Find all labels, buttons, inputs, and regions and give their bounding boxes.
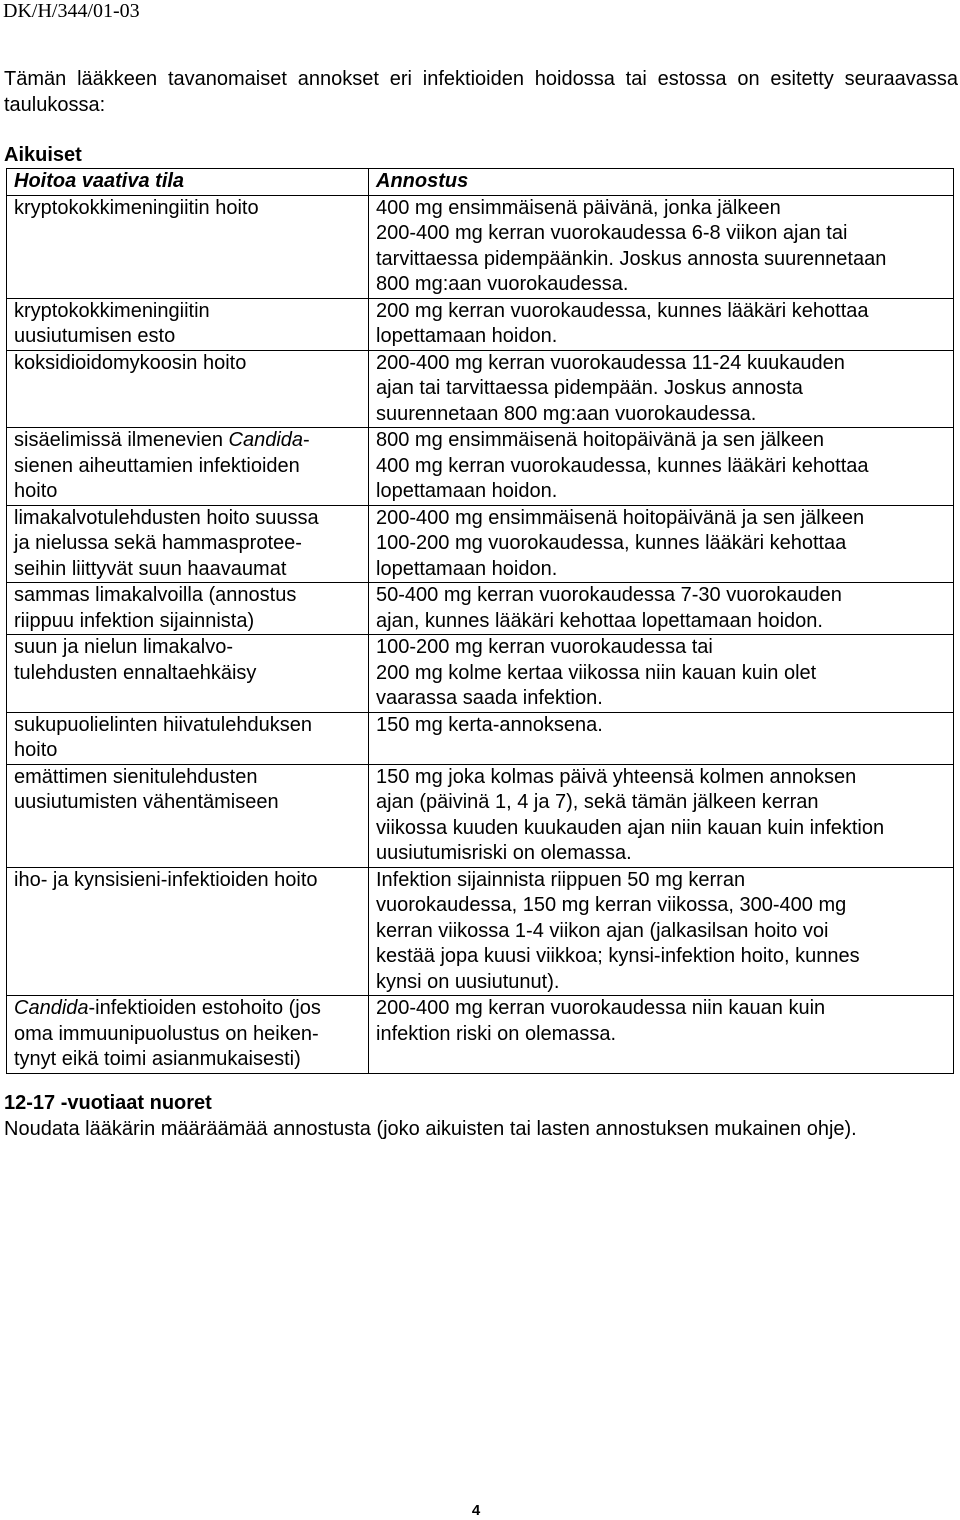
table-row (7, 635, 954, 713)
condition-line: hoito (14, 739, 58, 761)
condition-line: koksidioidomykoosin hoito (14, 351, 247, 374)
condition-line: suun ja nielun limakalvo- (14, 636, 234, 658)
condition-cell (7, 505, 369, 583)
condition-cell (7, 583, 369, 635)
condition-line: Candida-infektioiden estohoito (jos (14, 997, 321, 1019)
condition-line: hoito (14, 480, 58, 502)
dosage-cell (369, 505, 954, 583)
dosage-line: kynsi on uusiutunut). (376, 970, 560, 993)
condition-line: kryptokokkimeningiitin hoito (14, 196, 259, 219)
dosage-line: 200-400 mg kerran vuorokaudessa 11-24 kuukauden (376, 351, 845, 374)
dosage-line: 400 mg kerran vuorokaudessa, kunnes lääkäri kehottaa (376, 454, 869, 477)
dosage-line: ajan (päivinä 1, 4 ja 7), sekä tämän jälkeen kerran (376, 791, 819, 813)
dosage-line: 200-400 mg kerran vuorokaudessa niin kauan kuin (376, 997, 826, 1019)
condition-cell (7, 996, 369, 1074)
page-number: 4 (471, 1502, 481, 1519)
dosage-line: ajan tai tarvittaessa pidempään. Joskus annosta (376, 377, 803, 399)
condition-cell (7, 764, 369, 867)
dosage-line: 50-400 mg kerran vuorokaudessa 7-30 vuorokauden (376, 584, 842, 606)
adults-heading: Aikuiset (4, 144, 82, 166)
dosage-line: ajan, kunnes lääkäri kehottaa lopettamaan hoidon. (376, 609, 823, 632)
dosage-line: vaarassa saada infektion. (376, 687, 603, 709)
youth-heading: 12-17 -vuotiaat nuoret (4, 1092, 212, 1114)
table-row (7, 867, 954, 996)
condition-line: tulehdusten ennaltaehkäisy (14, 661, 257, 684)
dosage-line: 200 mg kerran vuorokaudessa, kunnes lääkäri kehottaa (376, 299, 869, 322)
condition-italic-term: Candida (14, 997, 89, 1019)
dosage-cell (369, 195, 954, 298)
table-row (7, 712, 954, 764)
dosage-cell (369, 712, 954, 764)
dosage-cell (369, 764, 954, 867)
condition-line: riippuu infektion sijainnista) (14, 609, 255, 632)
condition-cell (7, 712, 369, 764)
dosing-table (6, 168, 954, 1074)
dosage-line: lopettamaan hoidon. (376, 480, 558, 502)
dosage-line: lopettamaan hoidon. (376, 325, 558, 347)
dosage-line: Infektion sijainnista riippuen 50 mg kerran (376, 868, 746, 891)
document-code: DK/H/344/01-03 (3, 0, 140, 22)
youth-dosage-text: Noudata lääkärin määräämää annostusta (joko aikuisten tai lasten annostuksen mukainen ohje). (4, 1118, 857, 1140)
table-row (7, 996, 954, 1074)
condition-line: uusiutumisten vähentämiseen (14, 791, 279, 813)
dosage-line: viikossa kuuden kuukauden ajan niin kauan kuin infektion (376, 816, 885, 839)
condition-line: tynyt eikä toimi asianmukaisesti) (14, 1048, 301, 1070)
dosage-line: uusiutumisriski on olemassa. (376, 842, 632, 864)
dosage-line: 100-200 mg kerran vuorokaudessa tai (376, 636, 713, 658)
dosage-line: kestää jopa kuusi viikkoa; kynsi-infektion hoito, kunnes (376, 945, 860, 967)
condition-cell (7, 635, 369, 713)
condition-line: iho- ja kynsisieni-infektioiden hoito (14, 868, 318, 891)
table-row (7, 764, 954, 867)
dosage-line: lopettamaan hoidon. (376, 557, 558, 580)
condition-cell (7, 867, 369, 996)
condition-line: ja nielussa sekä hammasprotee- (14, 532, 302, 554)
dosage-cell (369, 428, 954, 506)
dosage-line: vuorokaudessa, 150 mg kerran viikossa, 300-400 mg (376, 894, 847, 916)
condition-line: limakalvotulehdusten hoito suussa (14, 506, 319, 529)
dosage-column-header: Annostus (369, 169, 954, 196)
condition-line: kryptokokkimeningiitin (14, 299, 210, 322)
condition-line: uusiutumisen esto (14, 325, 176, 347)
table-row (7, 195, 954, 298)
condition-column-header: Hoitoa vaativa tila (7, 169, 369, 196)
dosage-line: suurennetaan 800 mg:aan vuorokaudessa. (376, 402, 757, 425)
intro-paragraph (4, 67, 958, 118)
condition-cell (7, 428, 369, 506)
dosage-line: 200-400 mg ensimmäisenä hoitopäivänä ja sen jälkeen (376, 506, 865, 529)
dosage-cell (369, 635, 954, 713)
condition-italic-term: Candida (228, 429, 304, 451)
condition-line: oma immuunipuolustus on heiken- (14, 1022, 319, 1045)
table-row (7, 428, 954, 506)
dosage-line: tarvittaessa pidempäänkin. Joskus annosta suurennetaan (376, 247, 887, 270)
condition-line: sammas limakalvoilla (annostus (14, 584, 297, 606)
table-row (7, 505, 954, 583)
table-row (7, 298, 954, 350)
dosage-line: 150 mg kerta-annoksena. (376, 713, 603, 736)
condition-line: sisäelimissä ilmenevien Candida- (14, 429, 310, 451)
dosage-line: 200-400 mg kerran vuorokaudessa 6-8 viikon ajan tai (376, 222, 848, 244)
dosage-line: 150 mg joka kolmas päivä yhteensä kolmen annoksen (376, 765, 857, 788)
condition-line: seihin liittyvät suun haavaumat (14, 557, 287, 580)
dosage-cell (369, 996, 954, 1074)
table-row (7, 583, 954, 635)
dosage-cell (369, 583, 954, 635)
condition-line: sukupuolielinten hiivatulehduksen (14, 713, 312, 736)
condition-cell (7, 350, 369, 428)
table-header-row (7, 169, 954, 196)
dosage-line: 800 mg ensimmäisenä hoitopäivänä ja sen jälkeen (376, 429, 825, 451)
condition-line: emättimen sienitulehdusten (14, 765, 258, 788)
dosage-line: 800 mg:aan vuorokaudessa. (376, 273, 629, 295)
dosage-cell (369, 867, 954, 996)
condition-cell (7, 195, 369, 298)
intro-text: Tämän lääkkeen tavanomaiset annokset eri infektioiden hoidossa tai estossa on esitetty seuraavassa taulukossa: (4, 68, 958, 116)
dosage-line: 200 mg kolme kertaa viikossa niin kauan kuin olet (376, 661, 817, 684)
condition-line: sienen aiheuttamien infektioiden (14, 454, 300, 477)
dosage-cell (369, 298, 954, 350)
table-row (7, 350, 954, 428)
dosage-line: kerran viikossa 1-4 viikon ajan (jalkasilsan hoito voi (376, 919, 829, 942)
dosage-line: infektion riski on olemassa. (376, 1022, 617, 1045)
condition-cell (7, 298, 369, 350)
dosage-cell (369, 350, 954, 428)
dosage-line: 100-200 mg vuorokaudessa, kunnes lääkäri kehottaa (376, 532, 847, 554)
dosage-line: 400 mg ensimmäisenä päivänä, jonka jälkeen (376, 196, 781, 219)
